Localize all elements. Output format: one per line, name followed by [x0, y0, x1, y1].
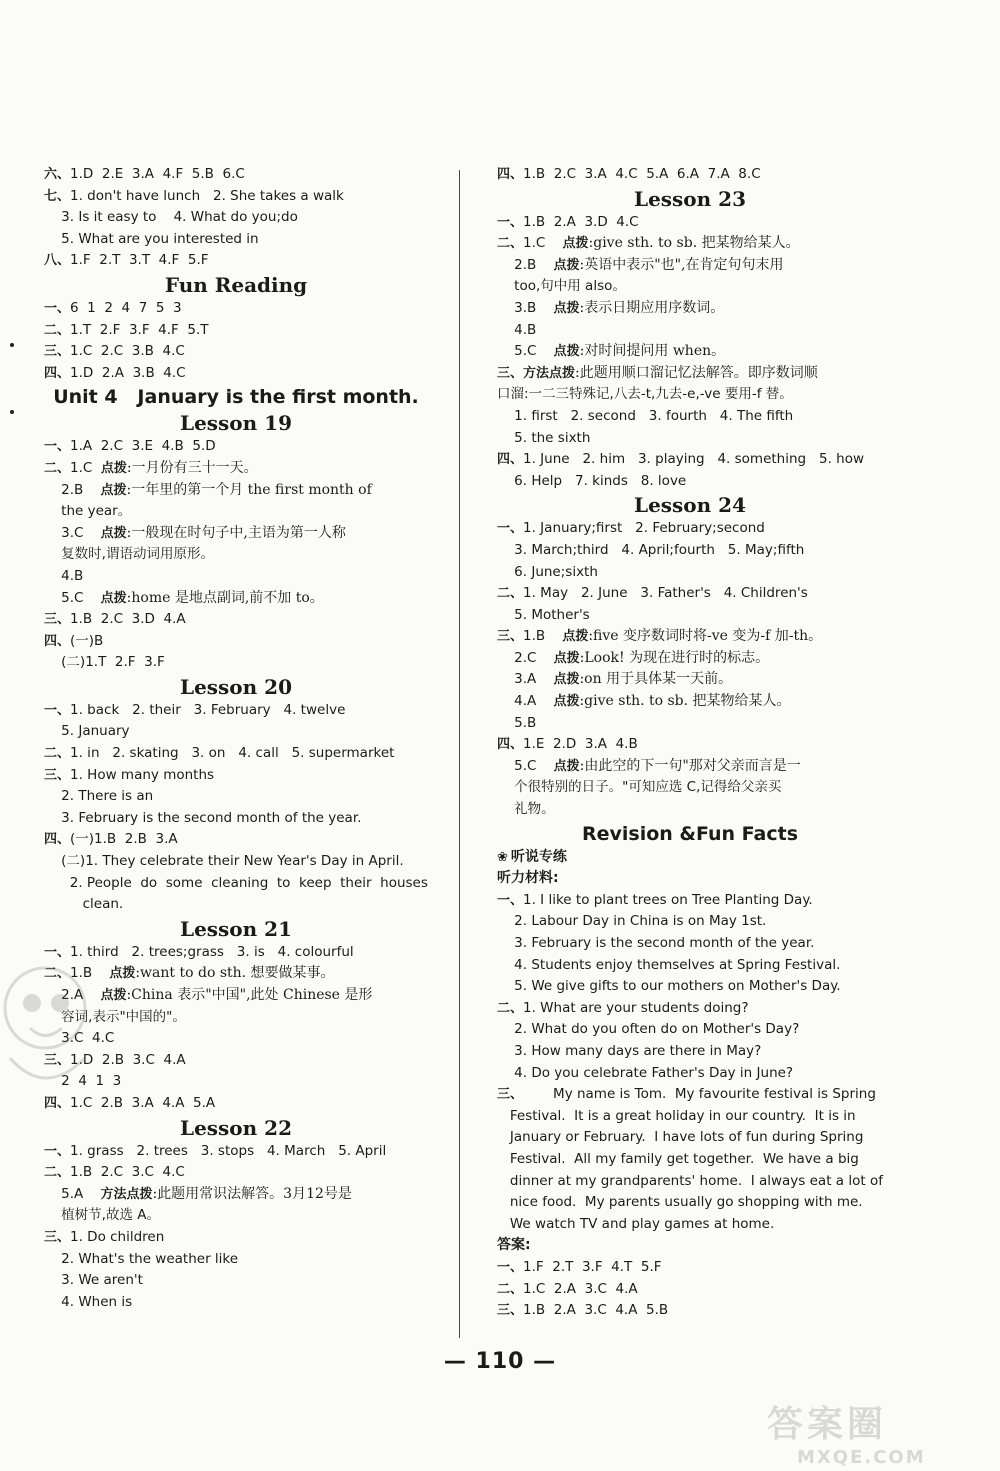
answer-line [497, 734, 883, 756]
answer-line [497, 1041, 883, 1063]
answer-line [44, 501, 428, 523]
answer-text: 1. don't have lunch 2. She takes a walk [70, 187, 344, 204]
answer-text: 1. What are your students doing? [523, 999, 749, 1016]
question-section-label: 一、 [497, 214, 524, 230]
answer-text: 5. January [44, 723, 130, 740]
answer-line [497, 691, 883, 713]
hint-label: 点拨 [553, 650, 580, 666]
answer-text: 1. Do children [70, 1228, 165, 1245]
answer-line [44, 894, 428, 916]
answer-text: 2.A [44, 987, 101, 1003]
hint-label: 点拨 [553, 300, 580, 316]
question-section-label: 一、 [497, 892, 524, 908]
answer-line [44, 1141, 428, 1163]
answer-line [44, 229, 428, 251]
answer-line [497, 1063, 883, 1085]
answer-text: 1.C [523, 235, 563, 252]
answer-line [497, 890, 883, 912]
answer-text: 1. January;first 2. February;second [523, 520, 765, 537]
answer-line [44, 1292, 428, 1314]
answer-line [497, 1192, 883, 1214]
answer-text: 3. March;third 4. April;fourth 5. May;fifth [497, 541, 805, 558]
hint-text: :由此空的下一句"那对父亲而言是一 [579, 757, 801, 774]
answer-line [44, 588, 428, 610]
section-subtitle [497, 1235, 883, 1257]
question-section-label: 三、 [497, 1087, 524, 1103]
question-section-label: 一、 [44, 702, 71, 718]
section-subtitle [497, 868, 883, 890]
answer-line [44, 743, 428, 765]
answer-line [497, 799, 883, 821]
answer-text: 1.D 2.A 3.B 4.C [70, 364, 186, 381]
answer-text: the year。 [44, 503, 132, 520]
answer-text: We watch TV and play games at home. [497, 1215, 775, 1232]
answer-text: 3.B [497, 299, 554, 316]
answer-line [497, 1106, 883, 1128]
answer-text: 5. the sixth [497, 429, 591, 446]
answer-line [44, 786, 428, 808]
question-section-label: 三、 [44, 344, 71, 360]
question-section-label: 四、 [44, 365, 71, 381]
hint-label: 点拨 [100, 988, 127, 1003]
hint-text: :英语中表示"也",在肯定句句末用 [579, 256, 784, 273]
answer-text: 4.A [497, 693, 554, 710]
answer-line [44, 765, 428, 787]
answer-line [497, 1019, 883, 1041]
answer-text: 3. February is the second month of the year. [44, 809, 362, 826]
question-section-label: 一、 [44, 439, 71, 455]
hint-text: :on 用于具体某一天前。 [579, 671, 733, 688]
hint-label: 方法点拨 [523, 365, 576, 381]
answer-line [44, 1205, 428, 1227]
answer-text: 2.B [44, 481, 101, 498]
watermark-logo-text: 答案圈 [767, 1404, 888, 1445]
question-section-label: 二、 [44, 1165, 71, 1181]
question-section-label: 三、 [44, 1052, 71, 1068]
answer-line [497, 583, 883, 605]
hint-label: 点拨 [100, 525, 127, 541]
hint-text: :一月份有三十一天。 [126, 459, 258, 476]
lesson-heading: Lesson 23 [634, 186, 746, 211]
answer-text: (一)1.B 2.B 3.A [70, 831, 178, 848]
answer-text: 4. Students enjoy themselves at Spring Festival. [497, 956, 841, 973]
answer-text: 6. June;sixth [497, 563, 598, 580]
answer-line [497, 669, 883, 691]
answer-line [44, 631, 428, 653]
hint-label: 点拨 [100, 590, 127, 606]
answer-line [497, 933, 883, 955]
answer-line [497, 449, 883, 471]
answer-text: 1.C 2.B 3.A 4.A 5.A [70, 1094, 216, 1111]
answer-text: 1.A 2.C 3.E 4.B 5.D [70, 438, 216, 455]
margin-dot [10, 343, 14, 347]
question-section-label: 三、 [44, 1229, 71, 1245]
answer-line [497, 518, 883, 540]
hint-text: :一年里的第一个月 the first month of [126, 481, 372, 498]
answer-line [44, 298, 428, 320]
answer-line [44, 436, 428, 458]
answer-line [44, 341, 428, 363]
answer-text: 2. Labour Day in China is on May 1st. [497, 913, 767, 930]
answer-text: 1.E 2.D 3.A 4.B [523, 736, 638, 753]
margin-dot [10, 410, 14, 414]
answer-text: too,句中用 also。 [497, 278, 626, 295]
answer-line [44, 829, 428, 851]
answer-text: 1.C 2.A 3.C 4.A [523, 1280, 638, 1297]
answer-line [497, 998, 883, 1020]
hint-label: 点拨 [553, 344, 580, 360]
lesson-heading: Lesson 19 [180, 411, 292, 436]
answer-text: 5.A [44, 1185, 101, 1202]
answer-text: 3. Is it easy to 4. What do you;do [44, 209, 298, 226]
answer-text: 2. What's the weather like [44, 1250, 239, 1267]
hint-text: :对时间提问用 when。 [579, 343, 726, 360]
answer-line [44, 186, 428, 208]
answer-text: 3. How many days are there in May? [497, 1042, 762, 1059]
answer-line [44, 544, 428, 566]
answer-line [44, 523, 428, 545]
answer-line [497, 976, 883, 998]
watermark-url: MXQE.COM [797, 1447, 926, 1468]
answer-text: 1.B 2.A 3.C 4.A 5.B [523, 1302, 669, 1319]
answer-line [44, 250, 428, 272]
answer-text: dinner at my grandparents' home. I always eat a lot of [497, 1172, 883, 1189]
hint-text: :give sth. to sb. 把某物给某人。 [579, 693, 791, 710]
answer-line [497, 540, 883, 562]
answer-line [497, 756, 883, 778]
section-subtitle [497, 847, 883, 869]
answer-text: 礼物。 [497, 801, 555, 818]
hint-text: :此题用常识法解答。3月12号是 [152, 1185, 352, 1202]
question-section-label: 三、 [497, 365, 524, 381]
answer-text: 1.B [523, 628, 563, 645]
answer-text: 4.B [44, 567, 84, 584]
answer-line [44, 207, 428, 229]
answer-text: 1.C 2.C 3.B 4.C [70, 343, 185, 360]
question-section-label: 三、 [44, 612, 71, 628]
answer-text: 容词,表示"中国的"。 [44, 1008, 186, 1025]
answer-line [497, 298, 883, 320]
question-section-label: 二、 [44, 746, 71, 762]
answer-line [497, 1149, 883, 1171]
answer-line [497, 341, 883, 363]
lesson-heading: Lesson 24 [634, 493, 746, 518]
question-section-label: 二、 [44, 322, 71, 338]
question-section-label: 一、 [44, 1143, 71, 1159]
hint-text: :five 变序数词时将-ve 变为-f 加-th。 [588, 628, 823, 645]
answer-line [497, 911, 883, 933]
lesson-heading: Lesson 22 [180, 1115, 292, 1140]
answer-text: 6. Help 7. kinds 8. love [497, 472, 687, 489]
answer-line [497, 384, 883, 406]
question-section-label: 二、 [497, 586, 524, 602]
answer-text: Festival. It is a great holiday in our country. It is in [497, 1107, 856, 1124]
answer-text: 2.B [497, 256, 554, 273]
answer-line [44, 808, 428, 830]
answer-text: 3.A [497, 671, 554, 688]
question-section-label: 一、 [44, 944, 71, 960]
answer-text: 1.F 2.T 3.F 4.T 5.F [523, 1258, 662, 1275]
answer-line [44, 1227, 428, 1249]
hint-label: 点拨 [553, 257, 580, 273]
hint-text: :Look! 为现在进行时的标志。 [579, 649, 770, 666]
answer-text: 口溜:一二三特殊记,八去-t,九去-e,-ve 要用-f 替。 [497, 386, 793, 403]
hint-text: :China 表示"中国",此处 Chinese 是形 [126, 987, 373, 1003]
answer-text: 1. back 2. their 3. February 4. twelve [70, 701, 346, 718]
hint-label: 方法点拨 [100, 1186, 153, 1202]
answer-line [497, 626, 883, 648]
answer-text: 3.C 4.C [44, 1030, 115, 1047]
answer-text: Festival. All my family get together. We have a big [497, 1150, 859, 1167]
answer-text: 复数时,谓语动词用原形。 [44, 546, 214, 563]
answer-line [44, 609, 428, 631]
answer-text: 1.D 2.E 3.A 4.F 5.B 6.C [70, 166, 245, 182]
answer-text: (二)1. They celebrate their New Year's Day in April. [44, 853, 404, 870]
answer-text: 个很特别的日子。"可知应选 C,记得给父亲买 [497, 779, 782, 796]
question-section-label: 三、 [44, 767, 71, 783]
answer-text: clean. [44, 896, 124, 913]
answer-line [497, 1127, 883, 1149]
answer-line [44, 164, 428, 186]
answer-line [497, 406, 883, 428]
answer-text: 5.C [497, 343, 554, 360]
hint-label: 点拨 [100, 460, 127, 476]
answer-text: 5.C [44, 589, 101, 606]
answer-text: My name is Tom. My favourite festival is Spring [523, 1086, 876, 1103]
answer-line [44, 458, 428, 480]
question-section-label: 一、 [44, 300, 71, 316]
answer-text: 4. When is [44, 1293, 133, 1310]
answer-line [497, 1257, 883, 1279]
answer-text: 3. February is the second month of the year. [497, 935, 815, 951]
answer-line [497, 955, 883, 977]
answer-line [44, 1270, 428, 1292]
answer-line [44, 700, 428, 722]
question-section-label: 二、 [497, 236, 524, 252]
question-section-label: 二、 [44, 966, 71, 982]
answer-line [497, 255, 883, 277]
answer-line [497, 713, 883, 735]
question-section-label: 四、 [497, 452, 524, 468]
answer-text: 1.B 2.C 3.A 4.C 5.A 6.A 7.A 8.C [523, 166, 761, 182]
answer-text: 1.F 2.T 3.T 4.F 5.F [70, 252, 209, 269]
answer-text: 3. We aren't [44, 1272, 143, 1289]
answer-text: 2. What do you often do on Mother's Day? [497, 1021, 800, 1038]
answer-line [44, 873, 428, 895]
answer-line [44, 480, 428, 502]
question-section-label: 二、 [497, 1000, 524, 1016]
question-section-label: 四、 [44, 633, 71, 649]
hint-label: 点拨 [553, 694, 580, 710]
answer-text: 1. third 2. trees;grass 3. is 4. colourful [70, 943, 354, 960]
answer-text: January or February. I have lots of fun during Spring [497, 1129, 864, 1146]
answer-line [497, 276, 883, 298]
page-number: — 110 — [443, 1349, 557, 1374]
hint-text: :表示日期应用序数词。 [579, 299, 725, 316]
answer-text: (二)1.T 2.F 3.F [44, 654, 165, 671]
answer-line [497, 212, 883, 234]
answer-text: 1. I like to plant trees on Tree Planting Day. [523, 891, 813, 908]
column-divider [459, 170, 460, 1338]
subtitle-text: 听力材料: [497, 870, 559, 887]
answer-text: 1. May 2. June 3. Father's 4. Children's [523, 585, 808, 602]
answer-text: 4. Do you celebrate Father's Day in June? [497, 1064, 794, 1081]
answer-text: 4.B [497, 321, 537, 338]
answer-line [497, 164, 883, 186]
answer-text: 6 1 2 4 7 5 3 [70, 299, 182, 316]
subtitle-text: 答案: [497, 1237, 531, 1254]
unit-heading: Revision &Fun Facts [581, 822, 799, 845]
site-watermark [767, 1396, 982, 1466]
question-section-label: 三、 [497, 629, 524, 645]
answer-line [44, 363, 428, 385]
answer-text: 2.C [497, 649, 554, 666]
answer-line [44, 1184, 428, 1206]
answer-text: (一)B [70, 632, 104, 649]
answer-text: 1.B [70, 965, 110, 982]
answer-line [497, 320, 883, 342]
paw-icon: ❀ [497, 849, 508, 865]
answer-text: 2. People do some cleaning to keep their houses [44, 874, 428, 891]
left-column [44, 164, 428, 1313]
answer-text: 1.B 2.C 3.C 4.C [70, 1164, 185, 1181]
answer-line [497, 233, 883, 255]
answer-text: 3.C [44, 524, 101, 541]
right-column [497, 164, 883, 1322]
hint-label: 点拨 [553, 758, 580, 774]
hint-label: 点拨 [553, 672, 580, 688]
answer-text: 1.T 2.F 3.F 4.F 5.T [70, 321, 209, 338]
question-section-label: 六、 [44, 167, 71, 182]
answer-line [497, 1300, 883, 1322]
question-section-label: 四、 [44, 832, 71, 848]
question-section-label: 七、 [44, 188, 71, 204]
answer-text: 1.C [70, 459, 101, 476]
hint-text: :give sth. to sb. 把某物给某人。 [588, 235, 800, 252]
answer-text: 1. June 2. him 3. playing 4. something 5. how [523, 451, 865, 468]
answer-text: 2. There is an [44, 788, 154, 805]
answer-text: 5.C [497, 757, 554, 774]
hint-text: :want to do sth. 想要做某事。 [135, 965, 335, 982]
answer-text: 1.B 2.A 3.D 4.C [523, 213, 639, 230]
answer-line [497, 648, 883, 670]
answer-text: 5. What are you interested in [44, 230, 259, 247]
hint-text: :此题用顺口溜记忆法解答。即序数词顺 [575, 364, 818, 381]
question-section-label: 一、 [497, 521, 524, 537]
question-section-label: 八、 [44, 253, 71, 269]
lesson-heading: Lesson 21 [180, 916, 292, 941]
answer-text: 1. first 2. second 3. fourth 4. The fifth [497, 407, 794, 424]
answer-line [44, 1162, 428, 1184]
lesson-heading: Fun Reading [164, 272, 308, 297]
hint-label: 点拨 [562, 236, 589, 252]
answer-line [497, 363, 883, 385]
answer-line [497, 1214, 883, 1236]
answer-line [497, 1171, 883, 1193]
hint-label: 点拨 [562, 629, 589, 645]
answer-line [497, 428, 883, 450]
answer-text: 1. How many months [70, 766, 215, 783]
answer-text: 5. We give gifts to our mothers on Mother's Day. [497, 978, 841, 995]
answer-text: nice food. My parents usually go shopping with me. [497, 1194, 863, 1211]
question-section-label: 四、 [44, 1095, 71, 1111]
answer-line [44, 851, 428, 873]
answer-line [44, 652, 428, 674]
answer-line [497, 1084, 883, 1106]
answer-line [497, 562, 883, 584]
answer-text: 2 4 1 3 [44, 1073, 122, 1090]
question-section-label: 二、 [44, 460, 71, 476]
subtitle-text: 听说专练 [510, 848, 567, 865]
question-section-label: 二、 [497, 1281, 524, 1297]
answer-text: 5.B [497, 714, 537, 731]
answer-text: 1. grass 2. trees 3. stops 4. March 5. April [70, 1142, 387, 1159]
hint-label: 点拨 [100, 482, 127, 498]
answer-line [497, 1279, 883, 1301]
question-section-label: 三、 [497, 1303, 524, 1319]
answer-text: 1. in 2. skating 3. on 4. call 5. supermarket [70, 745, 395, 762]
question-section-label: 一、 [497, 1259, 524, 1275]
hint-text: :home 是地点副词,前不加 to。 [126, 589, 324, 606]
answer-line [44, 320, 428, 342]
answer-line [497, 605, 883, 627]
question-section-label: 四、 [497, 167, 524, 182]
answer-text: 1.B 2.C 3.D 4.A [70, 611, 186, 628]
answer-line [497, 777, 883, 799]
answer-line [497, 471, 883, 493]
mascot-illustration [0, 948, 110, 1108]
answer-text: 5. Mother's [497, 606, 590, 623]
answer-line [44, 566, 428, 588]
answer-text: 1.D 2.B 3.C 4.A [70, 1051, 186, 1068]
hint-text: :一般现在时句子中,主语为第一人称 [126, 524, 346, 541]
answer-line [44, 721, 428, 743]
answer-text: 植树节,故选 A。 [44, 1207, 160, 1224]
lesson-heading: Lesson 20 [180, 674, 292, 699]
answer-line [44, 1249, 428, 1271]
unit-heading: Unit 4 January is the first month. [53, 386, 419, 409]
question-section-label: 四、 [497, 737, 524, 753]
hint-label: 点拨 [109, 966, 136, 982]
